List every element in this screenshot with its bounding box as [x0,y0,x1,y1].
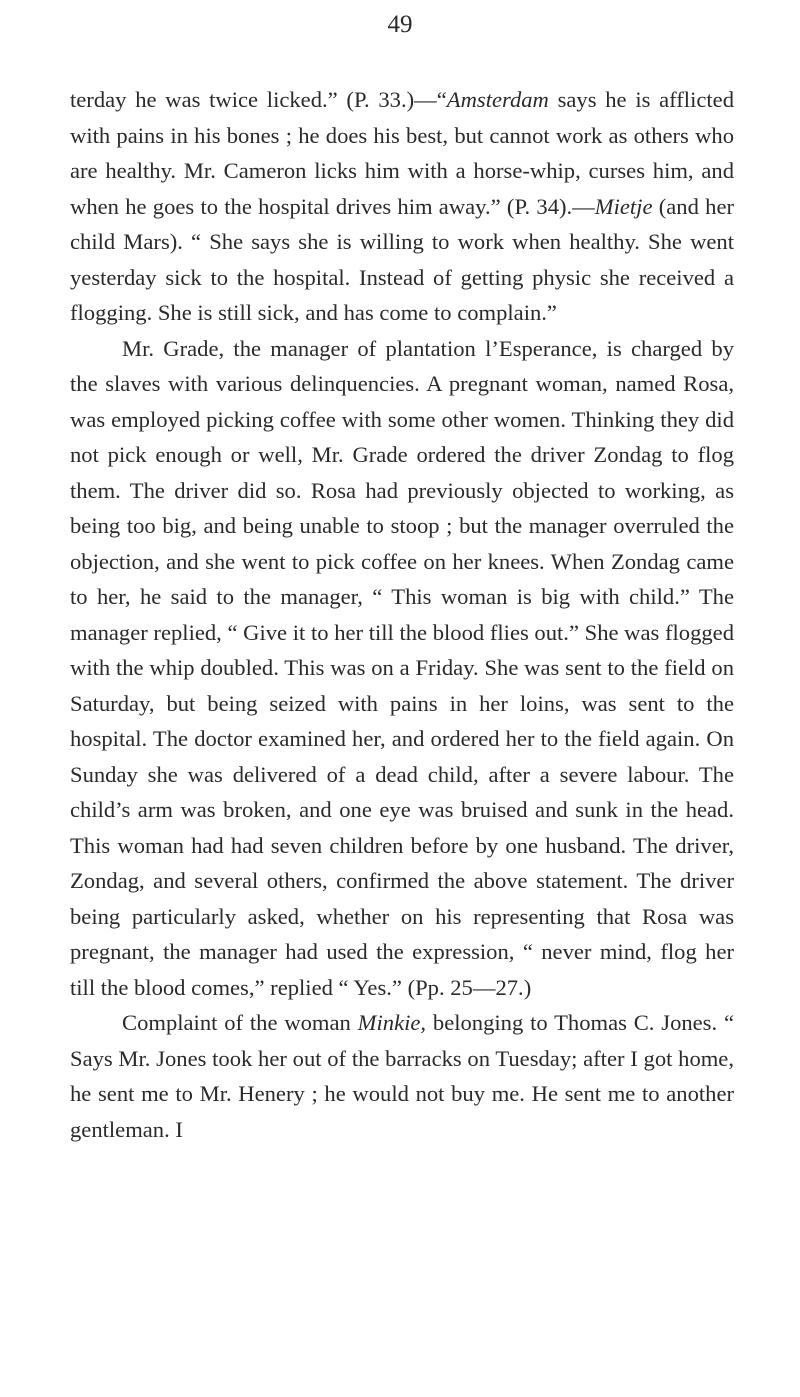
paragraph [70,331,734,1006]
page-number: 49 [387,11,413,38]
italic-name-mietje: Mietje [594,193,653,219]
text-run: belonging to Thomas C. Jones. “ Says Mr. Jones took her out of the barracks on Tuesday; after I got home, he sent me to Mr. Henery ; he would not buy me. He sent me to another gentleman. I [70,1010,734,1142]
text-run: Mr. Grade, the manager of plantation l’Esperance, is charged by the slaves with various delinquencies. A pregnant woman, named Rosa, was employed picking coffee with some other women. Thinking they did not pick enough or well, Mr. Grade ordered the driver Zondag to flog them. The driver did so. Rosa had previously objected to working, as being too big, and being unable to stoop ; but the manager overruled the objection, and she went to pick coffee on her knees. When Zondag came to her, he said to the manager, “ This woman is big with child.” The manager replied, “ Give it to her till the blood flies out.” She was flogged with the whip doubled. This was on a Friday. She was sent to the field on Saturday, but being seized with pains in her loins, was sent to the hospital. The doctor examined her, and ordered her to the field again. On Sunday she was delivered of a dead child, after a severe labour. The child’s arm was broken, and one eye was bruised and sunk in the head. This woman had had seven children before by one husband. The driver, Zondag, and several others, confirmed the above statement. The driver being particularly asked, whether on his representing that Rosa was pregnant, the manager had used the expression, “ never mind, flog her till the blood comes,” replied “ Yes.” (Pp. 25—27.) [70,335,734,1000]
paragraph [70,82,734,331]
text-run: says he is afflicted with pains in his bones ; he does his best, but cannot work as others who are healthy. Mr. Cameron licks him with a horse-whip, curses him, and when he goes to the hospital drives him away.” (P. 34).— [70,87,734,219]
text-run: Complaint of the woman [122,1010,358,1035]
italic-name-amsterdam: Amsterdam [446,87,549,112]
italic-name-minkie: Minkie, [357,1010,427,1035]
text-run: terday he was twice licked.” (P. 33.)—“ [70,87,447,112]
paragraph [70,1005,734,1147]
body-text [70,82,734,1147]
text-run: (and her child Mars). “ She says she is willing to work when healthy. She went yesterday sick to the hospital. Instead of getting physic she received a flogging. She is still sick, and has come to complain.” [70,193,735,325]
